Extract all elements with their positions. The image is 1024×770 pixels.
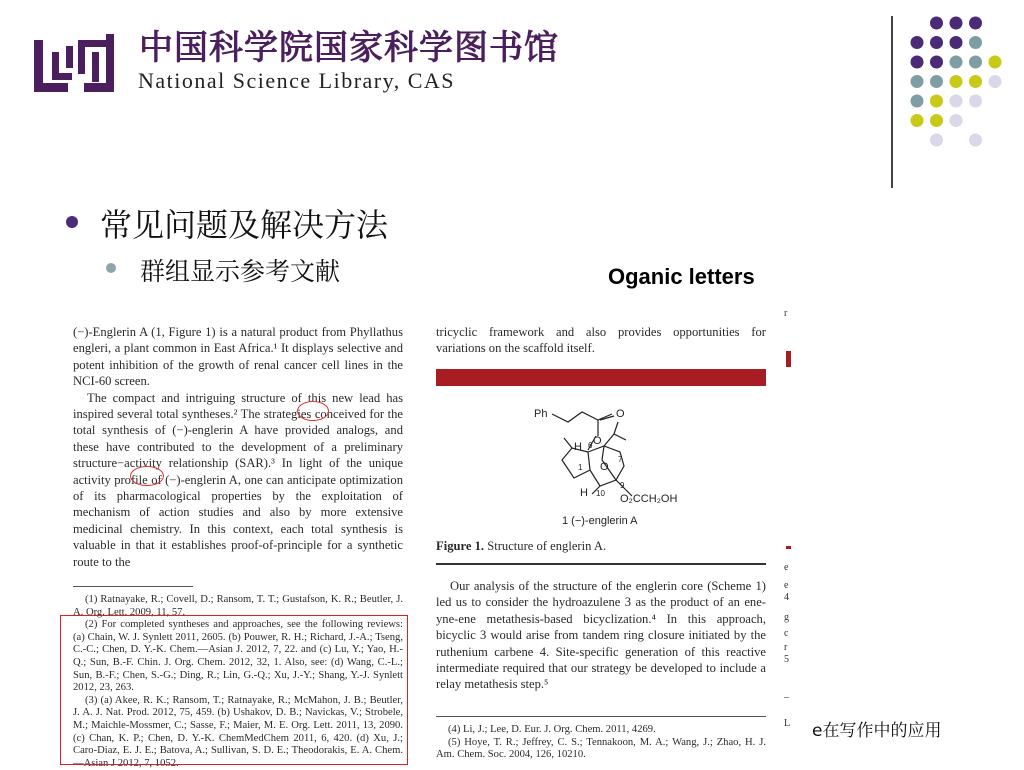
bullet-level2-dot xyxy=(106,263,116,273)
decorative-dot xyxy=(989,75,1002,88)
decorative-dot xyxy=(930,56,943,69)
gutter-fragment: r xyxy=(784,642,788,653)
atom-number: 1 xyxy=(578,463,583,472)
reference-item: (2) For completed syntheses and approaches, see the following reviews: (a) Chain, W. J. Synlett 2011, 2605. (b) Pouwer, R. H.; Richard, J.-A.; Tseng, C.-C.; Chen, D. Y.-K. Chem.—Asian J. 2012, 7, 22. and (c) Lu, Y.; Yao, H.-Q.; Sun, B.-F. Chin. J. Org. Chem. 2012, 32, 1. Also, see: (d) Wang, C.-L.; Sun, B.-F.; Chen, S.-G.; Ding, R.; Lin, G.-Q.; Xu, J.-Y.; Shang, Y.-J. Synlett 2012, 23, 263. xyxy=(73,619,403,694)
gutter-fragment: – xyxy=(784,692,789,703)
gutter-fragment: c xyxy=(784,628,789,639)
gutter-fragment: r xyxy=(784,308,788,319)
decorative-dot xyxy=(969,36,982,49)
gutter-fragment: 4 xyxy=(784,592,789,603)
decorative-dot xyxy=(930,134,943,147)
englerin-structure-figure xyxy=(520,400,700,530)
decorative-dot xyxy=(911,56,924,69)
bullet-level1-text: 常见问题及解决方法 xyxy=(100,206,389,244)
decorative-dot xyxy=(950,75,963,88)
gutter-fragment: g xyxy=(784,612,789,623)
gutter-fragment: 5 xyxy=(784,654,789,665)
citation-circle-3 xyxy=(130,466,164,486)
journal-label: Oganic letters xyxy=(608,264,755,289)
atom-label-h: H xyxy=(574,441,582,453)
library-logo-mark xyxy=(34,26,124,92)
reference-item: (4) Li, J.; Lee, D. Eur. J. Org. Chem. 2011, 4269. xyxy=(448,724,656,735)
gutter-fragment: e xyxy=(784,562,789,573)
decorative-dot xyxy=(969,134,982,147)
library-name-chinese: 中国科学院国家科学图书馆 xyxy=(139,28,559,68)
references-rule xyxy=(436,716,766,717)
paper-right-column-top xyxy=(436,324,766,357)
bullet-level1-dot xyxy=(66,216,78,228)
decorative-dot-grid xyxy=(900,10,1010,170)
footer-label: e在写作中的应用 xyxy=(812,721,942,741)
figure-rule xyxy=(436,563,766,565)
references-rule xyxy=(73,586,193,587)
decorative-dot xyxy=(911,36,924,49)
figure-header-band xyxy=(436,369,766,386)
decorative-dot xyxy=(950,36,963,49)
molecule-label: 1 (−)-englerin A xyxy=(562,515,638,527)
gutter-fragment: L xyxy=(784,718,791,729)
paper-paragraph: The compact and intriguing structure of this new lead has inspired several total syntheses.² The strategies conceived for the total synthesis of (−)-englerin A have provided analogs, and these have contributed to the development of a preliminary structure−activity relationship (SAR).³ In light of the unique activity profile of (−)-englerin A, one can anticipate optimization of its pharmacological properties by the exploitation of mechanism of action studies and also by more extensive medicinal chemistry. In this context, each total synthesis is valuable in that it establishes proof-of-principle for a synthetic route to the xyxy=(73,390,403,569)
decorative-dot xyxy=(911,75,924,88)
paper-right-column-body xyxy=(436,578,766,693)
atom-label-o: O xyxy=(616,408,625,420)
atom-number: 6 xyxy=(588,441,593,450)
atom-label-ester: O₂CCH₂OH xyxy=(620,493,678,505)
atom-label-o: O xyxy=(600,461,609,473)
cropped-column-fragments xyxy=(782,308,796,728)
bullet-level2-text: 群组显示参考文献 xyxy=(140,257,341,286)
atom-label-ph: Ph xyxy=(534,408,548,420)
references-right xyxy=(436,724,766,762)
decorative-dot xyxy=(969,95,982,108)
decorative-dot xyxy=(989,56,1002,69)
figure-caption-text: Structure of englerin A. xyxy=(484,539,607,553)
reference-item: (3) (a) Akee, R. K.; Ransom, T.; Ratnayake, R.; McMahon, J. B.; Beutler, J. A. J. Nat. Prod. 2012, 75, 459. (b) Ushakov, D. B.; Navickas, V.; Strobele, M.; Maichle-Mossmer, C.; Sasse, F.; Maier, M. E. Org. Lett. 2011, 13, 2090. (c) Chan, K. P.; Chen, D. Y.-K. ChemMedChem 2011, 6, 420. (d) Xu, J.; Caro-Diaz, E. J. E.; Batova, A.; Sullivan, S. D. E.; Theodorakis, E. A. Chem.—Asian J 2012, 7, 1052. xyxy=(73,694,403,769)
decorative-dot xyxy=(969,56,982,69)
decorative-dot xyxy=(930,114,943,127)
reference-group-highlight xyxy=(60,615,408,765)
decorative-dot xyxy=(930,95,943,108)
atom-number: 7 xyxy=(618,455,623,464)
decorative-dot xyxy=(950,95,963,108)
figure-caption xyxy=(436,539,606,554)
atom-label-o: O xyxy=(593,435,602,447)
decorative-dot xyxy=(950,56,963,69)
decorative-dot xyxy=(930,75,943,88)
decorative-dot xyxy=(930,36,943,49)
decorative-dot xyxy=(950,17,963,30)
atom-label-h: H xyxy=(580,487,588,499)
atom-number: 10 xyxy=(596,489,605,498)
paper-paragraph: Our analysis of the structure of the englerin core (Scheme 1) led us to consider the hydroazulene 3 as the product of an ene-yne-ene metathesis-based bicyclization.⁴ In this approach, bicyclic 3 would arise from tandem ring closure initiated by the ruthenium carbene 4. Site-specific generation of this reactive intermediate required that our strategy be developed to include a relay metathesis step.⁵ xyxy=(436,579,766,692)
decorative-dot xyxy=(969,75,982,88)
decorative-dot xyxy=(911,95,924,108)
reference-item: (1) Ratnayake, R.; Covell, D.; Ransom, T. T.; Gustafson, K. R.; Beutler, J. A. Org. Lett. 2009, 11, 57. xyxy=(73,594,403,618)
library-name-english: National Science Library, CAS xyxy=(138,68,455,93)
figure-caption-number: Figure 1. xyxy=(436,539,485,553)
header-divider xyxy=(891,16,893,188)
atom-number: 9 xyxy=(620,481,625,490)
paper-paragraph: tricyclic framework and also provides opportunities for variations on the scaffold itself. xyxy=(436,325,766,356)
citation-circle-2 xyxy=(297,401,329,421)
decorative-dot xyxy=(911,114,924,127)
gutter-fragment: e xyxy=(784,580,789,591)
reference-item: (5) Hoye, T. R.; Jeffrey, C. S.; Tennakoon, M. A.; Wang, J.; Zhao, H. J. Am. Chem. Soc. 2004, 126, 10210. xyxy=(436,736,766,761)
decorative-dot xyxy=(930,17,943,30)
paper-left-column xyxy=(73,324,403,570)
decorative-dot xyxy=(969,17,982,30)
paper-paragraph: (−)-Englerin A (1, Figure 1) is a natural product from Phyllathus engleri, a plant common in East Africa.¹ It displays selective and potent inhibition of the growth of renal cancer cell lines in the NCI-60 screen. xyxy=(73,325,403,389)
decorative-dot xyxy=(950,114,963,127)
